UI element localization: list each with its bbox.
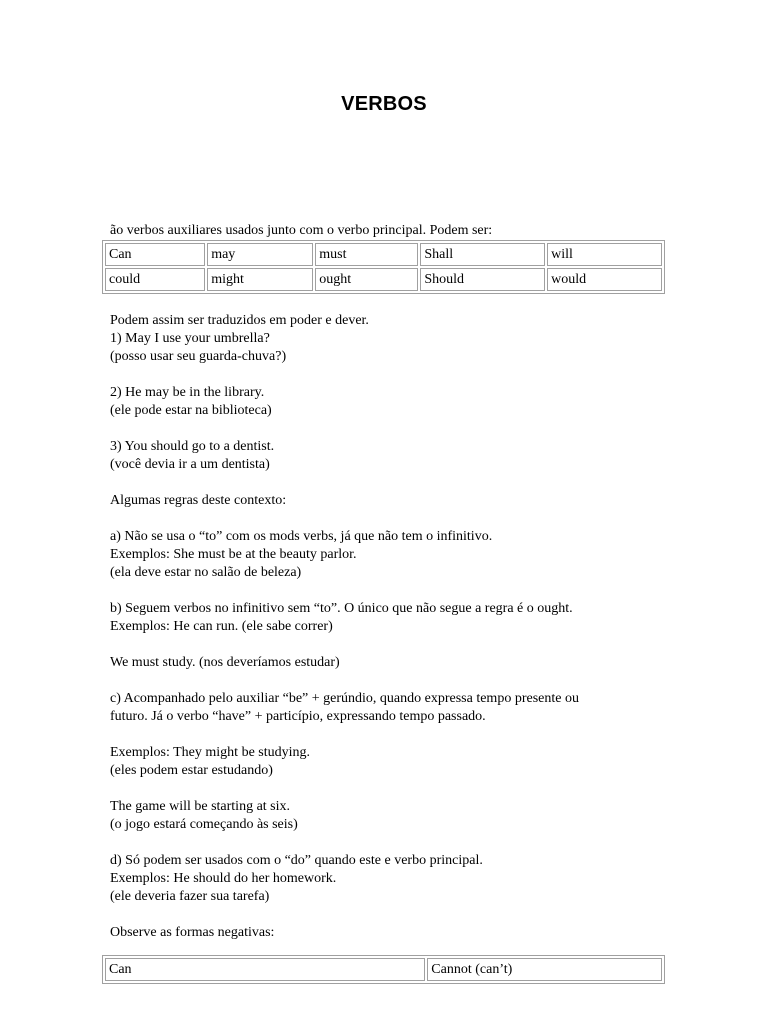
text-line: (ela deve estar no salão de beleza): [110, 565, 302, 580]
text-line: Algumas regras deste contexto:: [110, 493, 287, 508]
table-cell: Shall: [420, 243, 545, 266]
paragraph: [110, 312, 730, 366]
intro-text: ão verbos auxiliares usados junto com o verbo principal. Podem ser:: [110, 223, 493, 238]
table-row: [105, 243, 662, 266]
text-line: 1) May I use your umbrella?: [110, 331, 270, 346]
table-row: [105, 958, 662, 981]
table-cell: might: [207, 268, 313, 291]
paragraph: [110, 744, 730, 780]
text-line: Exemplos: She must be at the beauty parlor.: [110, 547, 357, 562]
paragraph: [110, 438, 730, 474]
paragraph: [110, 852, 730, 906]
text-line: The game will be starting at six.: [110, 799, 291, 814]
table-cell: Can: [105, 958, 425, 981]
text-line: (eles podem estar estudando): [110, 763, 273, 778]
paragraph: [110, 600, 730, 636]
paragraph: [110, 492, 730, 510]
text-line: a) Não se usa o “to” com os mods verbs, já que não tem o infinitivo.: [110, 529, 493, 544]
text-line: (ele deveria fazer sua tarefa): [110, 889, 270, 904]
text-line: futuro. Já o verbo “have” + particípio, expressando tempo passado.: [110, 709, 486, 724]
paragraph: [110, 528, 730, 582]
paragraph: [110, 924, 730, 942]
text-line: (ele pode estar na biblioteca): [110, 403, 272, 418]
text-line: We must study. (nos deveríamos estudar): [110, 655, 340, 670]
text-line: Exemplos: They might be studying.: [110, 745, 311, 760]
negative-forms-table: [102, 955, 665, 984]
paragraph: [110, 690, 730, 726]
text-line: (você devia ir a um dentista): [110, 457, 270, 472]
table-row: [105, 268, 662, 291]
text-line: d) Só podem ser usados com o “do” quando este e verbo principal.: [110, 853, 483, 868]
modal-verbs-table: [102, 240, 665, 294]
table-cell: Can: [105, 243, 205, 266]
paragraph: [110, 654, 730, 672]
text-line: 3) You should go to a dentist.: [110, 439, 275, 454]
text-line: Exemplos: He should do her homework.: [110, 871, 337, 886]
text-line: (o jogo estará começando às seis): [110, 817, 298, 832]
page-title: VERBOS: [341, 93, 427, 115]
paragraph: [110, 384, 730, 420]
text-line: Observe as formas negativas:: [110, 925, 275, 940]
text-line: Podem assim ser traduzidos em poder e dever.: [110, 313, 369, 328]
table-cell: would: [547, 268, 662, 291]
table-cell: ought: [315, 268, 418, 291]
text-line: c) Acompanhado pelo auxiliar “be” + gerúndio, quando expressa tempo presente ou: [110, 691, 579, 706]
text-line: (posso usar seu guarda-chuva?): [110, 349, 287, 364]
table-cell: may: [207, 243, 313, 266]
body-text: [110, 312, 730, 960]
table-cell: will: [547, 243, 662, 266]
table-cell: could: [105, 268, 205, 291]
text-line: 2) He may be in the library.: [110, 385, 265, 400]
table-cell: Should: [420, 268, 545, 291]
text-line: b) Seguem verbos no infinitivo sem “to”. O único que não segue a regra é o ought.: [110, 601, 573, 616]
paragraph: [110, 798, 730, 834]
table-cell: Cannot (can’t): [427, 958, 662, 981]
text-line: Exemplos: He can run. (ele sabe correr): [110, 619, 333, 634]
table-cell: must: [315, 243, 418, 266]
